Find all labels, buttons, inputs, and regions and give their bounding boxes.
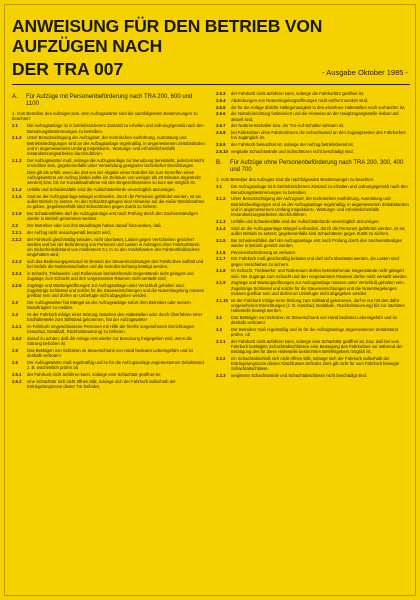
list-item [12, 230, 206, 235]
item-text: Die Aufzugsanlage ist in betriebssicherem Zustand zu erhalten und ordnungsgemäß nach den Benutzungsbestimmungen zu betreiben. [27, 123, 204, 134]
section-b-title: Für Aufzüge ohne Personenbeförderung nach TRA 200, 300, 400 und 700 [230, 160, 404, 173]
item-text: Das Betätigen von Schützen im Steuerschrank von Hand bedeutet Lebensgefahr und ist deshalb verboten! [27, 348, 193, 359]
item-number: 2.4.2 [12, 336, 22, 342]
item-text: eine Schachttür sich nicht öffnen läßt, solange sich der Fahrkorb außerhalb der Entriegelungszone dieser Tür befindet, [27, 379, 176, 390]
document-title-line-1: ANWEISUNG FÜR DEN BETRIEB VON AUFZÜGEN NACH [12, 16, 323, 56]
section-b-letter: B. [216, 160, 222, 167]
item-number: 2.6.10 [216, 148, 228, 154]
item-text: die Notrufeinrichtung funktioniert und die Hinweise an der Hauptzugangsstelle lesbar und aktuell sind, [231, 111, 399, 122]
item-text: Abdeckungen von Notentriegelungsöffnungen nicht entfernt worden sind, [231, 97, 369, 103]
list-item [12, 324, 206, 334]
list-item [216, 280, 410, 296]
list-item [12, 223, 206, 228]
item-number: 2.2.1 [12, 229, 22, 235]
section-a-intro: 1. Vom Betreiber des Aufzuges bzw. dem Aufzugswärter sind die nachfolgenden Bestimmungen zu beachten: [12, 110, 198, 121]
list-item [216, 105, 410, 110]
item-number: 3.1.3 [216, 218, 226, 224]
item-text: der Fahrkorb nicht anfahren kann, solange eine Schachttür geöffnet ist, [27, 372, 161, 378]
item-text: der Fahrkorb nicht anfahren kann, solange eine Schachttür geöffnet ist, bzw. daß bei vom Fahrkorb betätigten Schachttabschlüssen eine Bewegung des Fahrkorbes nur während der Betätigung des für diese Haltestelle bestimmten Befehlsgebers möglich ist, [231, 338, 403, 355]
list-item [216, 298, 410, 314]
item-text: der Fahrkorb gleichmäßig beladen, nicht überlastet, Lasten gegen Verschieben gesichert werden und bei der Beförderung von Personen und Lasten in Aufzügen ohne Fahrkorbtüren ein Sicherheitsabstand von mindestens 0,1 m zu den Vorderkanten des Fahrkorbfußbodens eingehalten wird, [27, 236, 200, 258]
item-number: 2.1.4 [12, 187, 22, 192]
item-text: Der Aufzugswärter hat Mängel an der Aufzugsanlage sofort dem Betreiber oder seinem Beauftragten zu melden. [27, 300, 191, 311]
list-item [12, 360, 206, 370]
list-item [12, 372, 206, 377]
list-item [12, 312, 206, 322]
item-number: 2.5 [12, 348, 18, 354]
item-number: 3.1.7 [216, 256, 226, 262]
list-item [12, 123, 206, 133]
item-number: 3.3 [216, 326, 222, 332]
item-text: der Fahrkorb beleuchtet ist, solange der Aufzug betriebsbereit ist, [231, 142, 354, 148]
item-number: 2.6 [12, 360, 18, 366]
item-text: Das Betätigen von Schützen im Steuerschrank von Hand bedeutet Lebensgefahr und ist deshalb verboten! [231, 314, 397, 325]
item-number: 3.1.4 [216, 225, 226, 231]
item-text: der Aufzug nicht unsachgemäß benutzt wird, [27, 229, 111, 235]
list-item [216, 250, 410, 255]
item-number: 2.6.2 [12, 379, 22, 384]
text-columns [12, 91, 410, 391]
item-number: 2.1.3 [12, 157, 22, 163]
list-item [216, 142, 410, 147]
item-number: 3.1.2 [216, 196, 226, 202]
list-item [12, 158, 206, 168]
item-text: die für die Anlage übliche Haltegenauigkeit in den einzelnen Haltestellen noch vorhanden ist, [231, 104, 406, 110]
item-number: 2.1.6 [12, 211, 22, 216]
item-number: 2.6.8 [216, 130, 226, 136]
item-text: Der Betreiber muß regelmäßig und im für die Aufzugsanlage angemessenen Zeitabstand prüfen, ob [231, 326, 399, 337]
item-number: 2.1.2 [12, 135, 22, 141]
item-number: 3.3.2 [216, 355, 226, 361]
list-item [216, 98, 410, 103]
left-column [12, 91, 206, 391]
item-number [12, 170, 27, 186]
item-text: Sind an der Aufzugsanlage Mängel vorhanden, durch die Personen gefährdet werden, ist sie außer Betrieb zu setzen. An den Schachtzugängen sind Hinweise auf die Außer-Betriebnahme zu geben, gegebenenfalls sind Schachttüren gegen Zutritt zu sichern. [27, 193, 205, 210]
item-text: vergitterte Schachtwände und Schachtabschlüsse nicht beschädigt sind. [231, 373, 368, 379]
list-item [216, 184, 410, 194]
title-rule [12, 84, 410, 85]
list-item [12, 259, 206, 269]
item-number: 2.2 [12, 223, 18, 228]
section-a-heading [12, 94, 206, 108]
item-text: der Fahrkorb nicht anfahren kann, solange die Fahrkorbtür geöffnet ist, [231, 91, 365, 96]
list-item [12, 336, 206, 346]
list-item [12, 379, 206, 389]
item-number: 2.2.5 [12, 283, 22, 288]
item-text: Bei Schadensfällen darf der Aufzugsanlage erst nach Prüfung durch den Sachverständigen wieder in Betrieb gesetzt werden. [231, 237, 403, 248]
section-a-items-continued [216, 91, 410, 154]
edition-label: - Ausgabe Oktober 1985 - [322, 68, 408, 77]
list-item [216, 149, 410, 154]
section-b-items [216, 184, 410, 378]
item-number: 3.1.5 [216, 237, 226, 243]
item-text: Der Aufzugswärter muß regelmäßig und im für die Aufzugsanlage angemessenen Zeitabstand z. B. wöchentlich prüfen ob [27, 360, 204, 371]
item-number: 2.6.5 [216, 104, 226, 110]
item-number: 3.1.9 [216, 280, 226, 286]
item-number: 2.6.6 [216, 111, 226, 117]
item-text: Der Aufzugswärter muß, solange die Aufzugsanlage zur Benutzung bereitsteht, jederzeit leicht erreichbar sein, gegebenenfalls unter Verwendung geeigneter technischer Einrichtungen. [27, 157, 204, 168]
list-item [12, 271, 206, 281]
item-text: Zugänge und Wartungsöffnungen zur Aufzugsanlage unter Verschluß gehalten sind. Zugehörige Schlüssel und solche für die Steuereinrichtungen und die Notentriegelung müssen greifbar sein und dürfen an Unbefugte nicht abgegeben werden. [27, 283, 205, 299]
list-item [216, 219, 410, 224]
item-text: darauf zu achten, daß die Anlage erst wieder zur Benutzung freigegeben wird, wenn die Störung behoben ist. [27, 336, 192, 347]
item-text: Die Aufzugsanlage ist in betriebssicherem Zustand zu erhalten und ordnungsgemäß nach den Benutzungsbestimmungen zu betreiben. [231, 184, 408, 195]
item-number: 3.1.6 [216, 249, 226, 255]
right-column [216, 91, 410, 391]
item-text: im Fahrkorb eingeschlossene Personen mit Hilfe der hierfür vorgesehenen Einrichtungen (Handrad, Notablaß, Rückholsteuerung) zu befreien. [27, 324, 195, 335]
list-item [216, 123, 410, 128]
item-number: 3.3.1 [216, 338, 226, 344]
list-item [216, 196, 410, 217]
list-item [216, 327, 410, 337]
item-text: Unfälle und Schadensfälle sind der Aufsichtsbehörde unverzüglich anzuzeigen. [231, 218, 380, 224]
section-a-letter: A. [12, 94, 18, 100]
item-text: Dies gilt als erfüllt, wenn die Zeit von der Abgabe eines Notrufes bis zum Eintreffen eines Aufzugswärters am Aufzug (dabei sollte ein Zeitraum von weniger als 20 Minuten angestrebt werden) bzw. bis zur Kontaktaufnahme mit den Eingeschlossenen so kurz wie möglich ist. [27, 169, 201, 186]
item-text: sich das Bedienungspersonal im Bereich der Steuereinrichtungen des Fahrkorbes aufhält und bei Gefahr die Notbremsschalter und die Notrufeinrichtung betätigt werden, [27, 259, 204, 270]
item-text: Personenbeförderung ist verboten. [231, 249, 297, 255]
item-number: 2.1 [12, 123, 18, 129]
item-number: 2.2.3 [12, 259, 22, 264]
section-b-heading [216, 160, 410, 174]
list-item [12, 135, 206, 156]
list-item [216, 111, 410, 121]
list-item [12, 348, 206, 358]
list-item [12, 187, 206, 192]
item-number: 2.6.7 [216, 123, 226, 129]
item-text: in Schacht, Triebwerks- und Rollenraum betriebsfremde Gegenstände nicht gelagert und Zugänge zum Schacht und den vorgenannten Räumen nicht verstellt sind, [27, 271, 194, 282]
list-item [12, 237, 206, 258]
item-number: 3.1 [216, 184, 222, 190]
list-item [12, 283, 206, 299]
list-item [216, 226, 410, 236]
item-number: 3.2 [216, 314, 222, 320]
section-a-items [12, 123, 206, 389]
item-text: Unfälle und Schadensfälle sind der Aufsichtsbehörde unverzüglich anzuzeigen. [27, 187, 176, 192]
item-number: 2.6.9 [216, 142, 226, 148]
item-number: 2.6.3 [216, 91, 226, 96]
item-text: Ist der Fahrkorb infolge einer Störung zwischen den Haltestellen oder durch Überfahren einer Endhaltestelle zum Stillstand gekommen, hat der Aufzugswärter [27, 312, 203, 323]
list-item [12, 170, 206, 186]
item-number: 2.6.4 [216, 97, 226, 103]
list-item [216, 130, 410, 140]
item-number: 2.2.2 [12, 236, 22, 242]
list-item [216, 315, 410, 325]
list-item [12, 211, 206, 221]
list-item [216, 373, 410, 378]
list-item [216, 268, 410, 278]
item-text: Unter Berücksichtigung der Aufzugsart, der technischen Ausführung, Ausrüstung und Betriebsbedingungen sind an der Aufzugsanlage regelmäßig, in angemessenen Zeitabständen und in angemessenem Umfang Inspektions-, Wartungs- und erforderlichenfalls Instandsetzungsarbeiten durchzuführen. [27, 135, 205, 156]
item-text: Bei Schadensfällen darf die Aufzugsanlage erst nach Prüfung durch den Sachverständigen wieder in Betrieb genommen werden. [27, 211, 198, 222]
section-b-intro: 3. Vom Betreiber des Aufzuges sind die nachfolgenden Bestimmungen zu beachten: [216, 176, 375, 182]
item-text: Ist der Fahrkorb infolge einer Störung zum Stillstand gekommen, darf er nur mit den dafür vorgesehenen Einrichtungen (z. B. Handrad, Notablaß-, Rückholsteuerung) bis zur nächsten Haltestelle bewegt werden. [231, 297, 405, 313]
item-number: 2.1.5 [12, 193, 22, 199]
document-title-line-2: DER TRA 007 [12, 59, 124, 79]
item-number: 2.4 [12, 312, 18, 318]
item-text: vergitalte Schachtwände und Schachttüren nicht beschädigt sind. [231, 148, 354, 154]
item-text: Der Fahrkorb muß gleichmäßig belastet und darf nicht überlastet werden, die Lasten sind gegen Verschieben zu sichern. [231, 256, 399, 267]
list-item [12, 300, 206, 310]
item-number: 3.3.3 [216, 373, 226, 379]
item-text: Der Betreiber oder von ihm Beauftragte haben darauf hinzuwirken, daß [27, 223, 161, 228]
item-text: bei Fahrkörben ohne Fahrkorbtüren die Schachtwand an den Zugangsseiten des Fahrkorbes frei zugänglich ist, [231, 130, 406, 141]
list-item [216, 356, 410, 372]
item-text: der Notbremsschalter bzw. der Tür-Auf-Schalter wirksam ist, [231, 123, 345, 129]
item-text: Im Schacht, Triebwerks- und Rollenraum dürfen betriebsfremde Gegenstände nicht gelagert sein. Die Zugänge zum Schacht und den vorgenannten Räumen dürfen nicht verstellt werden. [231, 268, 408, 279]
item-number: 3.1.8 [216, 268, 226, 274]
item-text: Unter Berücksichtigung der Aufzugsart, der technischen Ausführung, Ausrüstung und Betriebsbedingungen sind an der Aufzugsanlage regelmäßig, in angemessenen Zeitabständen und in angemessenem Umfang Inspektions-, Wartungs- und erforderlichenfalls Instandsetzungsarbeiten durchzuführen. [231, 196, 409, 217]
item-number: 2.4.1 [12, 324, 22, 330]
list-item [216, 339, 410, 355]
section-a-title: Für Aufzüge mit Personenbeförderung nach TRA 200, 600 und 1100 [26, 94, 193, 107]
list-item [216, 91, 410, 96]
list-item [216, 238, 410, 248]
item-number: 3.1.10 [216, 297, 228, 303]
item-number: 2.6.1 [12, 372, 22, 378]
item-text: ein Schachtabschluß sich nicht öffnen läßt, solange sich der Fahrkorb außerhalb der Entriegelungszone dieses Abschlusses befindet. Dies gilt nicht für vom Fahrkorb bewegte Schachtabschlüsse. [231, 355, 400, 372]
item-text: Sind an der Aufzugsanlage Mängel vorhanden, durch die Personen gefährdet werden, ist sie außer Betrieb zu setzen; gegebenenfalls sind Schachttüren gegen Zutritt zu sichern. [231, 225, 405, 236]
item-number: 2.2.4 [12, 271, 22, 276]
list-item [216, 256, 410, 266]
list-item [12, 194, 206, 210]
item-number: 2.3 [12, 300, 18, 306]
item-text: Zugänge und Wartungsöffnungen zur Aufzugsanlage müssen unter Verschluß gehalten sein. Zugehörige Schlüssel und solche für die Steuereinrichtungen und die Notentriegelungen müssen greifbar sein und dürfen an Unbefugte nicht abgegeben werden. [231, 280, 405, 296]
document-title-row [12, 59, 410, 80]
